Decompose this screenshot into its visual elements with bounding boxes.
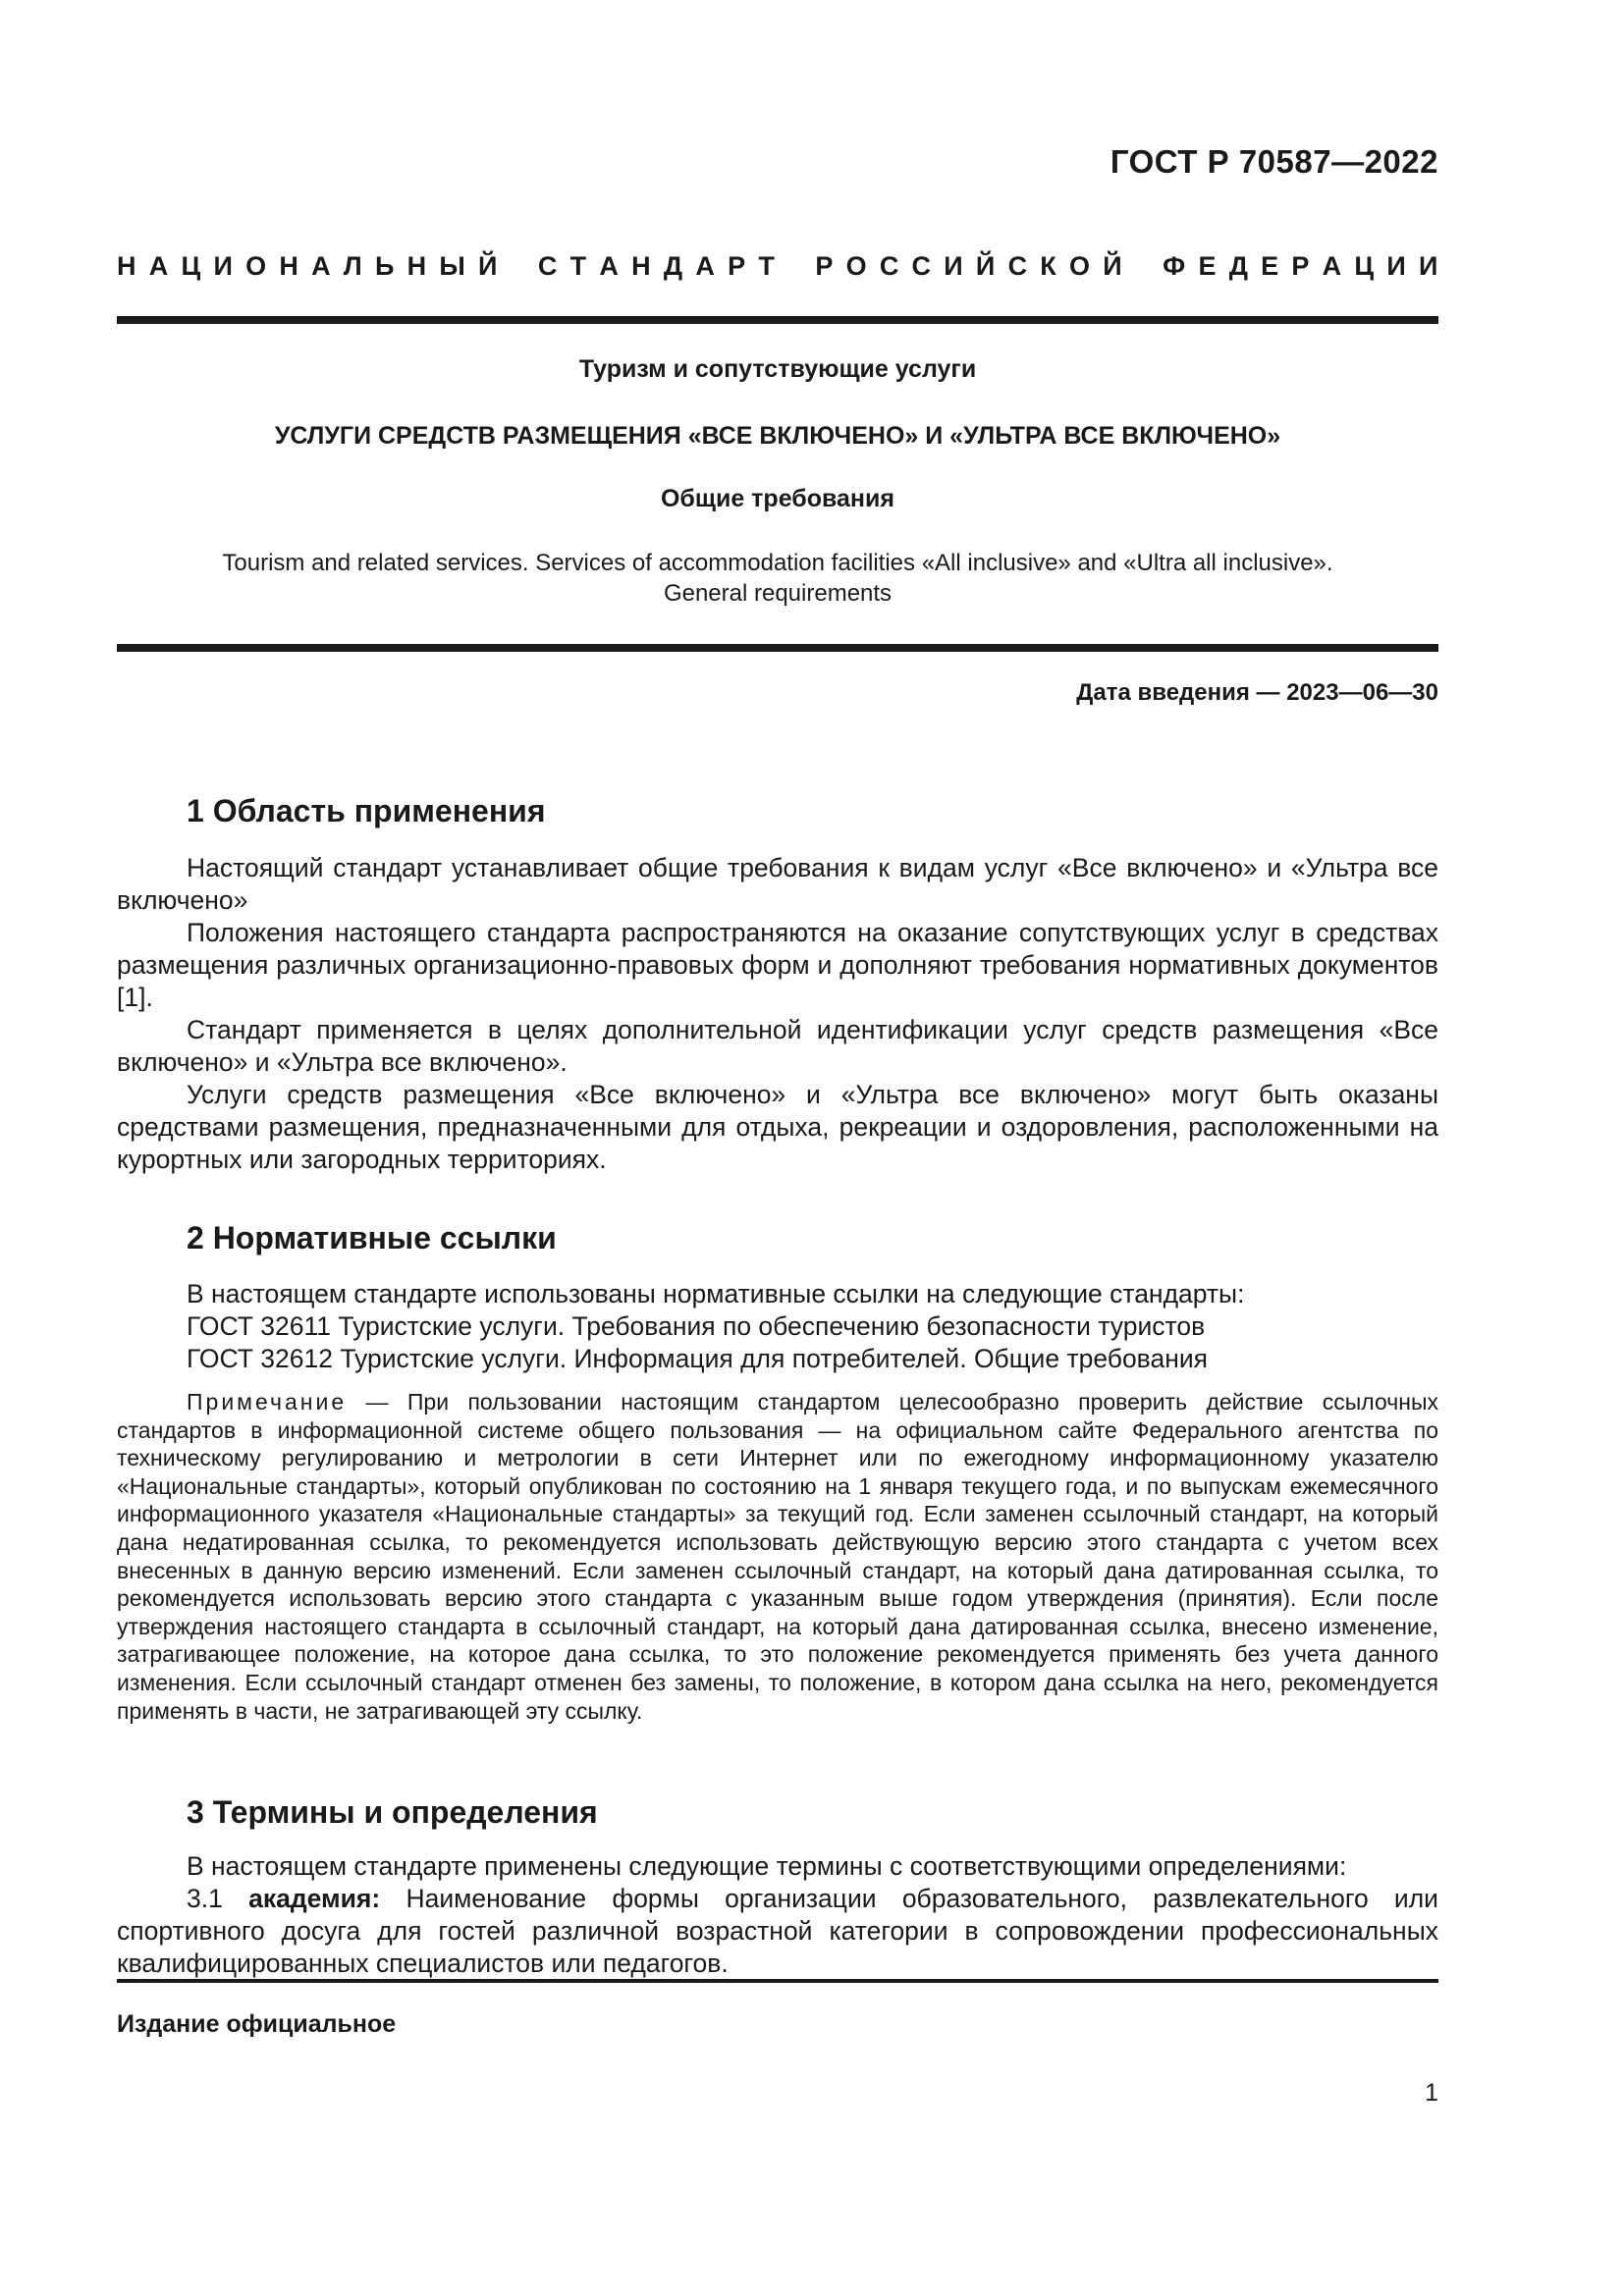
banner-letter: О [1069, 251, 1091, 281]
section3-heading: 3 Термины и определения [187, 1794, 598, 1830]
banner-letter: С [879, 251, 899, 281]
section2-heading: 2 Нормативные ссылки [187, 1220, 557, 1255]
banner-letter: Ь [374, 251, 395, 281]
banner-letter: Т [758, 251, 775, 281]
banner-letter: Т [569, 251, 587, 281]
banner-letter: А [695, 251, 715, 281]
banner-letter: И [213, 251, 233, 281]
banner-letter: Й [975, 251, 996, 281]
banner-letter: Ф [1163, 251, 1186, 281]
banner-letter: К [1040, 251, 1056, 281]
note-text: — При пользовании настоящим стандартом целесообразно проверить действие ссылочных стандартов в информационной системе общего пользования — на официальном сайте Федерального агентства по техническому регулированию и метрологии в сети Интернет или по ежегодному информационному указателю «Национальные стандарты», который опубликован по состоянию на 1 января текущего года, и по выпускам ежемесячного информационного указателя «Национальные стандарты» за текущий год. Если заменен ссылочный стандарт, на который дана недатированная ссылка, то рекомендуется использовать действующую версию этого стандарта с учетом всех внесенных в данную версию изменений. Если заменен ссылочный стандарт, на который дана датированная ссылка, то рекомендуется использовать версию этого стандарта с указанным выше годом утверждения (принятия). Если после утверждения настоящего стандарта в ссылочный стандарт, на который дана датированная ссылка, внесено изменение, затрагивающее положение, на которое дана ссылка, то это положение рекомендуется применять без учета данного изменения. Если ссылочный стандарт отменен без замены, то положение, в котором дана ссылка на него, рекомендуется применять в части, не затрагивающей эту ссылку. [117, 1389, 1438, 1724]
title-main: УСЛУГИ СРЕДСТВ РАЗМЕЩЕНИЯ «ВСЕ ВКЛЮЧЕНО» И «УЛЬТРА ВСЕ ВКЛЮЧЕНО» [274, 422, 1281, 450]
title-english [117, 548, 1438, 609]
title-english-line1: Tourism and related services. Services of accommodation facilities «All inclusive» and «Ultra all inclusive». [222, 550, 1333, 576]
standard-id: ГОСТ Р 70587—2022 [1110, 143, 1438, 180]
banner-letter: Р [728, 251, 746, 281]
banner-letter: Р [1291, 251, 1310, 281]
edition-label: Издание официальное [117, 2010, 397, 2038]
banner-letter: А [148, 251, 169, 281]
banner-letter: Е [1198, 251, 1217, 281]
banner-letter: Й [478, 251, 498, 281]
title-bottom-rule [117, 644, 1438, 652]
title-english-line2: General requirements [663, 580, 893, 607]
section1-paragraph-4: Услуги средств размещения «Все включено» и «Ультра все включено» могут быть оказаны средствами размещения, предназначенными для отдыха, рекреации и оздоровления, расположенными на курортных или загородных территориях. [117, 1080, 1438, 1174]
section3-intro: В настоящем стандарте применены следующие термины с соответствующими определениями: [187, 1851, 1347, 1881]
section2-intro: В настоящем стандарте использованы нормативные ссылки на следующие стандарты: [187, 1279, 1245, 1308]
banner-letter: О [245, 251, 267, 281]
reference-gost-32611: ГОСТ 32611 Туристские услуги. Требования по обеспечению безопасности туристов [187, 1311, 1206, 1341]
term-name: академия: [248, 1884, 381, 1913]
banner-letter: Н [631, 251, 651, 281]
banner-letter: Ц [181, 251, 201, 281]
banner-letter: О [845, 251, 867, 281]
banner-letter: И [944, 251, 963, 281]
top-rule [117, 316, 1438, 324]
banner-letter: Ы [439, 251, 465, 281]
banner-letter: Л [343, 251, 362, 281]
section1-paragraph-3: Стандарт применяется в целях дополнительной идентификации услуг средств размещения «Все включено» и «Ультра все включено». [117, 1015, 1438, 1077]
title-area: Туризм и сопутствующие услуги [578, 355, 977, 383]
banner-letter: Н [279, 251, 298, 281]
banner-letter: С [911, 251, 932, 281]
banner-letter: Е [1261, 251, 1279, 281]
banner-letter: Д [663, 251, 683, 281]
banner-letter: А [1322, 251, 1342, 281]
reference-gost-32612: ГОСТ 32612 Туристские услуги. Информация для потребителей. Общие требования [187, 1344, 1208, 1373]
banner-letter: А [599, 251, 619, 281]
banner-letter: С [1007, 251, 1028, 281]
banner-letter: И [1386, 251, 1406, 281]
term-3-1 [117, 1883, 1438, 1980]
banner-gap [511, 251, 525, 282]
banner-gap [1135, 251, 1150, 282]
section1-heading: 1 Область применения [187, 793, 546, 828]
page-number: 1 [1425, 2079, 1438, 2107]
banner-letter: Р [815, 251, 834, 281]
intro-date: Дата введения — 2023—06—30 [1076, 679, 1438, 706]
banner-letter: Ц [1354, 251, 1375, 281]
footer-rule [117, 1979, 1438, 1983]
note-label: Примечание [187, 1389, 348, 1415]
banner-letter: Н [117, 251, 136, 281]
banner-letter: Н [406, 251, 427, 281]
banner-letter: Й [1103, 251, 1122, 281]
term-definition: Наименование формы организации образовательного, развлекательного или спортивного досуга для гостей различной возрастной категории в сопровождении профессиональных квалифицированных специалистов или педагогов. [117, 1884, 1438, 1978]
banner-gap [787, 251, 802, 282]
banner-letter: С [537, 251, 558, 281]
title-sub: Общие требования [660, 485, 894, 512]
term-number: 3.1 [187, 1884, 249, 1913]
section1-paragraph-2: Положения настоящего стандарта распространяются на оказание сопутствующих услуг в средствах размещения различных организационно-правовых форм и дополняют требования нормативных документов [1]. [117, 918, 1438, 1012]
banner-letter: А [311, 251, 331, 281]
banner-letter: И [1419, 251, 1438, 281]
banner-letter: Д [1228, 251, 1248, 281]
section2-note [117, 1388, 1438, 1725]
national-standard-banner [117, 251, 1438, 282]
section1-paragraph-1: Настоящий стандарт устанавливает общие требования к видам услуг «Все включено» и «Ультра все включено» [117, 853, 1438, 915]
